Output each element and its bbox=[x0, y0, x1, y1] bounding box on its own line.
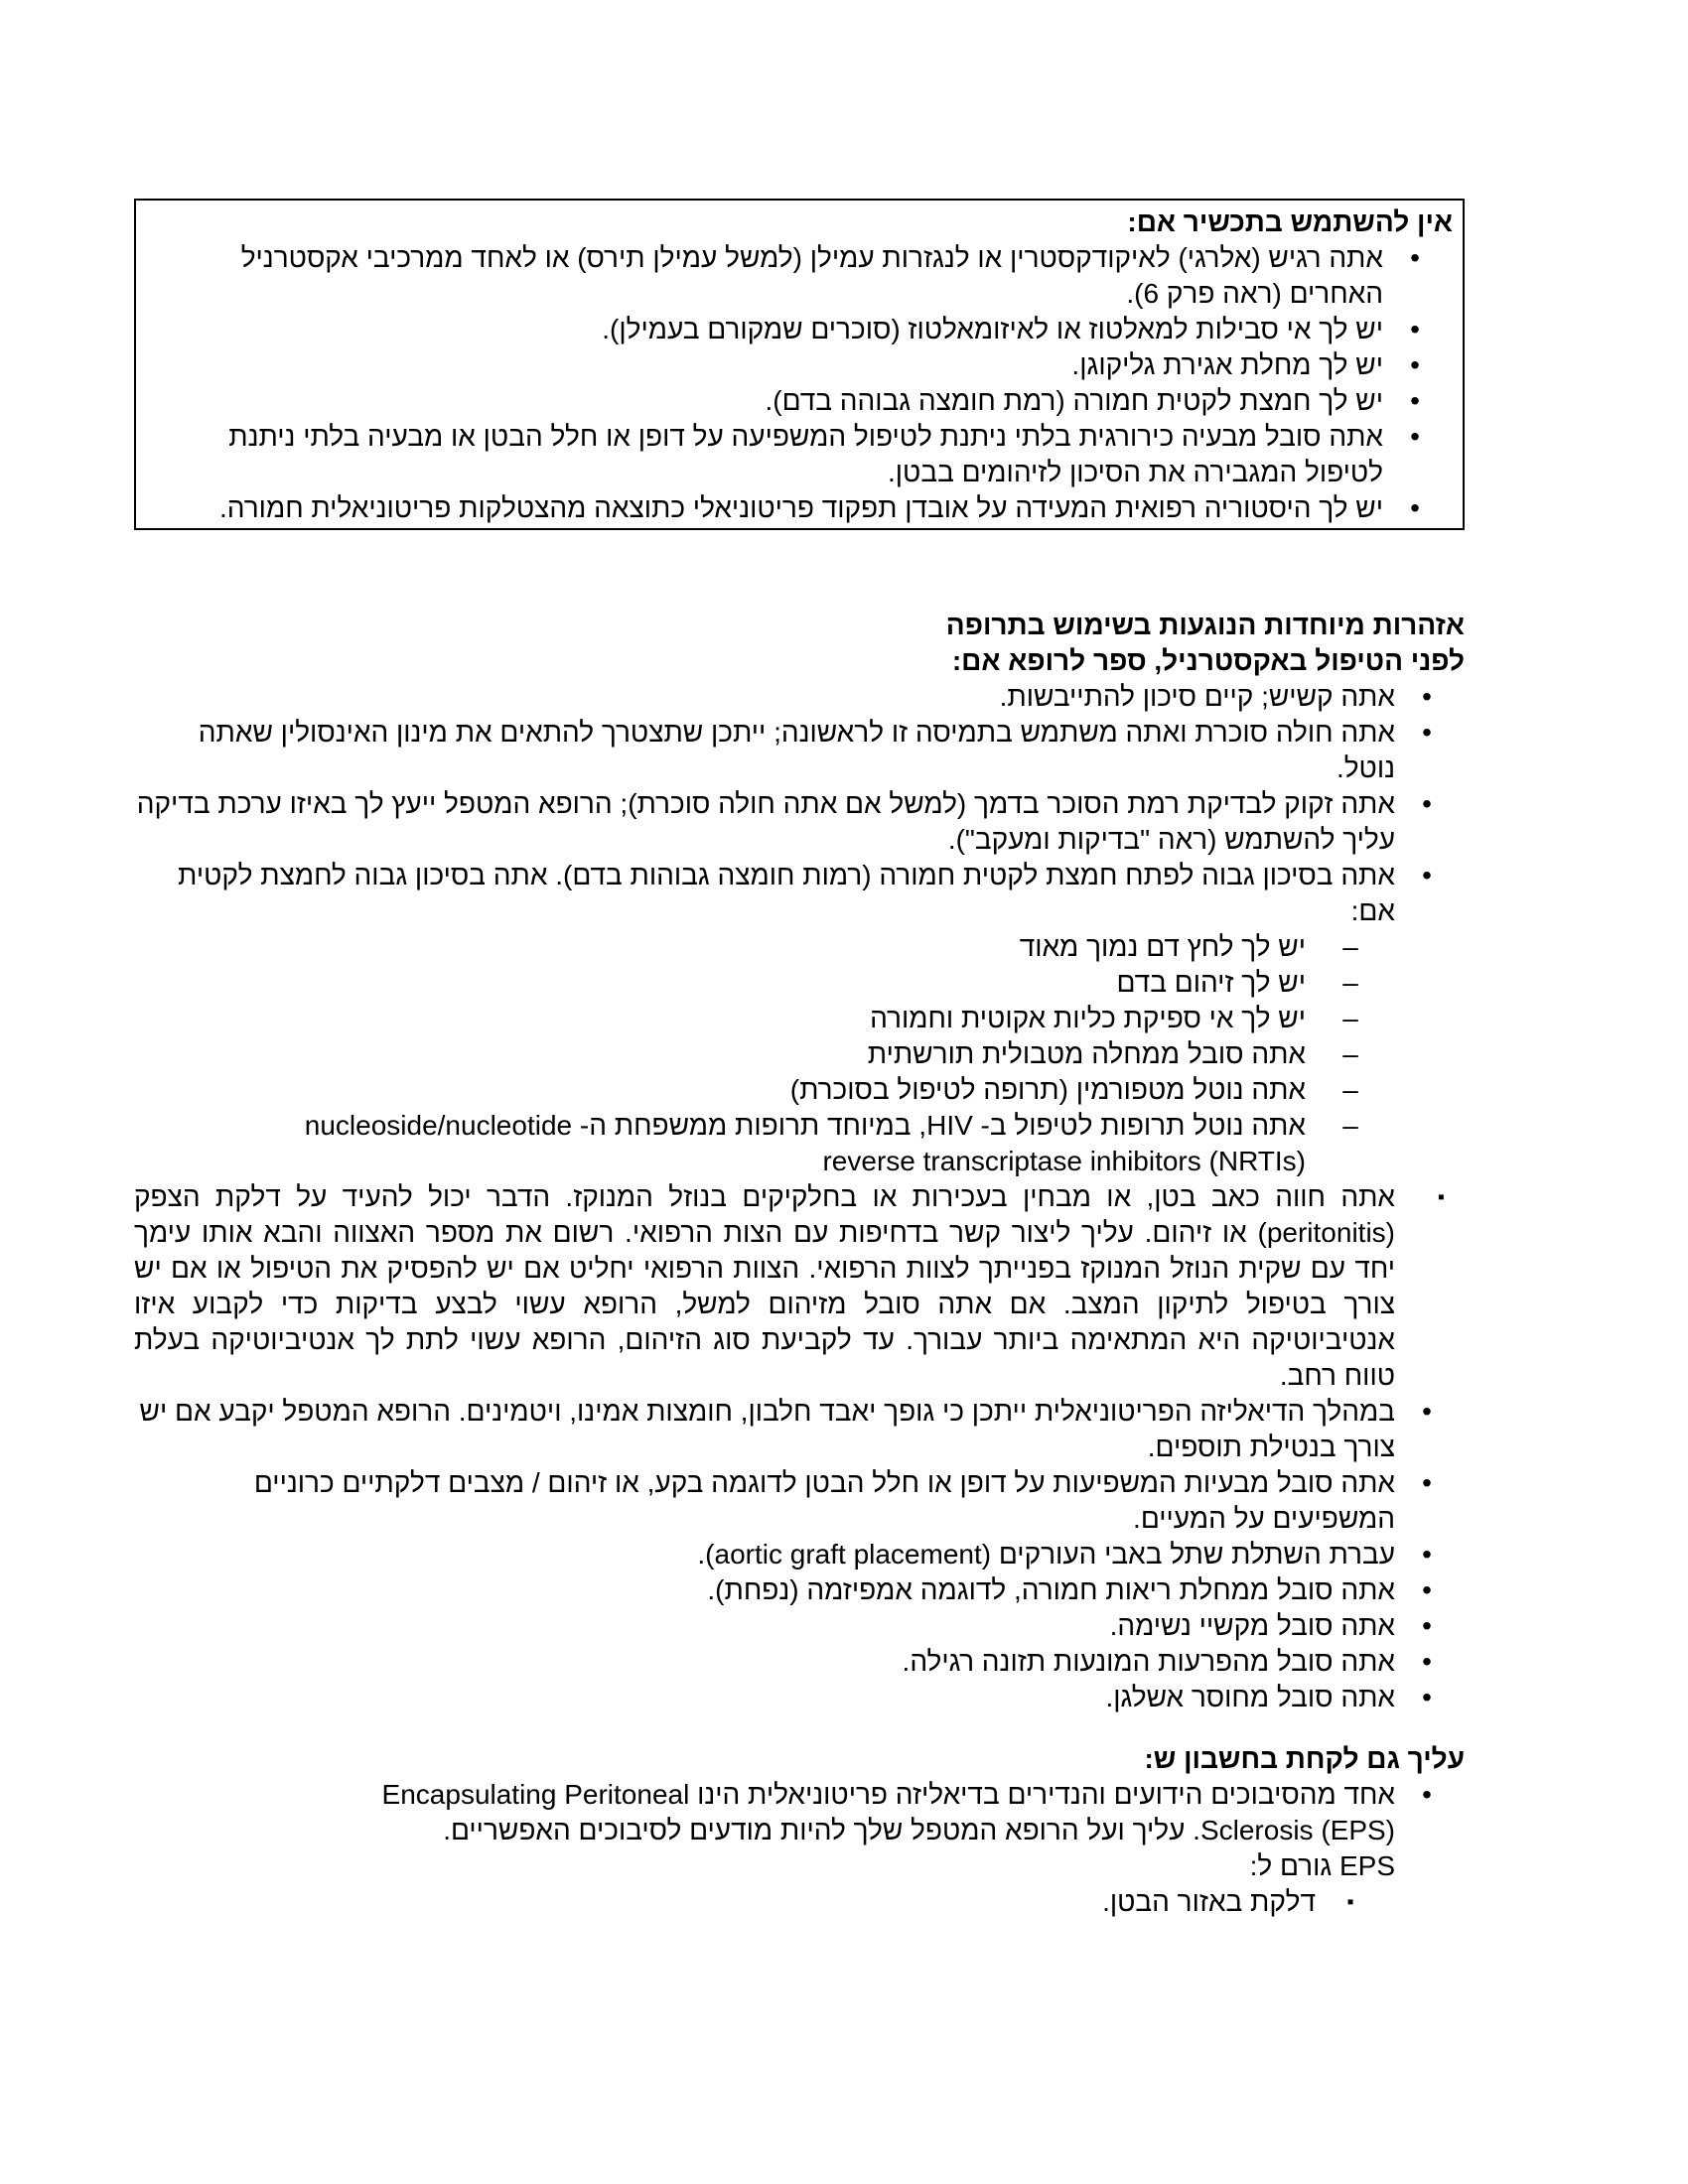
list-item bbox=[134, 1108, 1465, 1179]
list-item-text: אתה זקוק לבדיקת רמת הסוכר בדמך (למשל אם אתה חולה סוכרת); הרופא המטפל ייעץ לך באיזו ערכת בדיקה עליך להשתמש (ראה "בדיקות ומעקב"). bbox=[136, 788, 1395, 855]
bullet-icon: • bbox=[1422, 860, 1432, 890]
dash-icon: – bbox=[1342, 1003, 1358, 1033]
dash-icon: – bbox=[1342, 1074, 1358, 1105]
contraindications-heading: אין להשתמש בתכשיר אם: bbox=[1127, 206, 1453, 237]
list-item bbox=[134, 1036, 1465, 1072]
list-item-text: יש לך אי סבילות למאלטוז או לאיזומאלטוז (סוכרים שמקורם בעמילן). bbox=[602, 314, 1383, 344]
document-page bbox=[134, 199, 1465, 1920]
contraindications-list bbox=[196, 240, 1453, 526]
square-bullet-icon: ▪ bbox=[1437, 1186, 1445, 1208]
list-item bbox=[134, 679, 1465, 715]
consider-heading: עליך גם לקחת בחשבון ש: bbox=[1144, 1743, 1465, 1774]
list-item bbox=[196, 383, 1453, 419]
warnings-heading: אזהרות מיוחדות הנוגעות בשימוש בתרופה bbox=[945, 610, 1465, 640]
bullet-icon: • bbox=[1422, 1574, 1432, 1605]
list-item-text: במהלך הדיאליזה הפריטוניאלית ייתכן כי גופך יאבד חלבון, חומצות אמינו, ויטמינים. הרופא המטפל יקבע אם יש צורך בנטילת תוספים. bbox=[139, 1396, 1395, 1462]
lactic-acidosis-risk-list bbox=[134, 929, 1465, 1179]
consider-list bbox=[134, 1777, 1465, 1884]
list-item-text: אתה רגיש (אלרגי) לאיקודקסטרין או לנגזרות עמילן (למשל עמילן תירס) או לאחד ממרכיבי אקסטרניל האחרים (ראה פרק 6). bbox=[240, 242, 1383, 309]
list-item bbox=[196, 490, 1453, 526]
section-spacer bbox=[134, 1715, 1465, 1741]
dash-icon: – bbox=[1342, 931, 1358, 962]
before-treatment-heading: לפני הטיפול באקסטרניל, ספר לרופא אם: bbox=[951, 645, 1465, 676]
bullet-icon: • bbox=[1422, 681, 1432, 712]
bullet-icon: • bbox=[1422, 717, 1432, 748]
paragraph-text: אתה חווה כאב בטן, או מבחין בעכירות או בחלקיקים בנוזל המנוקז. הדבר יכול להעיד על דלקת הצפק (peritonitis) או זיהום. עליך ליצור קשר בדחיפות עם הצות הרפואי. רשום את מספר האצווה והבא אותו עימך יחד עם שקית הנוזל המנוקז בפנייתך לצוות הרפואי. הצוות הרפואי יחליט אם יש להפסיק את הטיפול או אם יש צורך בטיפול לתיקון המצב. אם אתה סובל מזיהום למשל, הרופא עשוי לבצע בדיקות כדי לקבוע איזו אנטיביוטיקה היא המתאימה ביותר עבורך. עד לקביעת סוג הזיהום, הרופא עשוי לתת לך אנטיביוטיקה בעלת טווח רחב. bbox=[134, 1181, 1395, 1391]
list-item-text: אתה סובל מקשיי נשימה. bbox=[1109, 1610, 1395, 1641]
list-item-text: אחד מהסיבוכים הידועים והנדירים בדיאליזה פריטוניאלית הינו Encapsulating Peritoneal bbox=[381, 1779, 1395, 1810]
bullet-icon: • bbox=[1422, 1779, 1432, 1810]
list-item bbox=[134, 715, 1465, 786]
list-item-text: אתה נוטל תרופות לטיפול ב- HIV, במיוחד תרופות ממשפחת ה- nucleoside/nucleotide bbox=[304, 1110, 1306, 1141]
bullet-icon: • bbox=[1410, 421, 1420, 452]
bullet-icon: • bbox=[1422, 1682, 1432, 1712]
list-item-text: אתה חולה סוכרת ואתה משתמש בתמיסה זו לראשונה; ייתכן שתצטרך להתאים את מינון האינסולין שאתה נוטל. bbox=[198, 717, 1395, 783]
list-item-text: אתה נוטל מטפורמין (תרופה לטיפול בסוכרת) bbox=[789, 1074, 1306, 1105]
list-item bbox=[134, 786, 1465, 858]
bullet-icon: • bbox=[1422, 788, 1432, 819]
list-item-text: אתה סובל מהפרעות המונעות תזונה רגילה. bbox=[902, 1646, 1395, 1677]
bullet-icon: • bbox=[1410, 385, 1420, 416]
list-item-text: אתה סובל ממחלה מטבולית תורשתית bbox=[867, 1038, 1306, 1069]
square-bullet-icon: ▪ bbox=[1346, 1891, 1354, 1913]
list-item-text-continued: reverse transcriptase inhibitors (NRTIs) bbox=[822, 1146, 1306, 1176]
list-item-text-continued: EPS גורם ל: bbox=[1249, 1850, 1395, 1881]
contraindications-box bbox=[134, 199, 1465, 530]
dash-icon: – bbox=[1342, 1110, 1358, 1141]
list-item bbox=[134, 1001, 1465, 1036]
dash-icon: – bbox=[1342, 967, 1358, 998]
list-item-text: אתה סובל מבעיות המשפיעות על דופן או חלל הבטן לדוגמה בקע, או זיהום / מצבים דלקתיים כרוניים המשפיעים על המעיים. bbox=[253, 1467, 1395, 1534]
list-item-text: יש לך זיהום בדם bbox=[1116, 967, 1306, 998]
list-item-text: יש לך מחלת אגירת גליקוגן. bbox=[1071, 349, 1383, 380]
list-item-text: יש לך היסטוריה רפואית המעידה על אובדן תפקוד פריטוניאלי כתוצאה מהצטלקות פריטוניאלית חמורה. bbox=[219, 492, 1383, 523]
list-item-text-continued: Sclerosis (EPS). עליך ועל הרופא המטפל שלך להיות מודעים לסיבוכים האפשריים. bbox=[443, 1815, 1395, 1845]
peritonitis-paragraph bbox=[134, 1179, 1465, 1394]
list-item bbox=[196, 312, 1453, 347]
warnings-list-continued bbox=[134, 1394, 1465, 1715]
list-item bbox=[134, 858, 1465, 929]
list-item-text: יש לך חמצת לקטית חמורה (רמת חומצה גבוהה בדם). bbox=[765, 385, 1383, 416]
list-item bbox=[196, 347, 1453, 383]
bullet-icon: • bbox=[1422, 1646, 1432, 1677]
list-item-text: אתה סובל מבעיה כירורגית בלתי ניתנת לטיפול המשפיעה על דופן או חלל הבטן או מבעיה בלתי ניתנת לטיפול המגבירה את הסיכון לזיהומים בבטן. bbox=[228, 421, 1383, 487]
list-item-text: עברת השתלת שתל באבי העורקים (aortic graft placement). bbox=[697, 1539, 1395, 1570]
list-item bbox=[196, 240, 1453, 312]
warnings-list bbox=[134, 679, 1465, 929]
list-item bbox=[134, 1465, 1465, 1537]
list-item bbox=[134, 1072, 1465, 1108]
bullet-icon: • bbox=[1422, 1467, 1432, 1498]
bullet-icon: • bbox=[1410, 242, 1420, 273]
list-item bbox=[134, 1608, 1465, 1644]
list-item-text: דלקת באזור הבטן. bbox=[1102, 1886, 1316, 1917]
bullet-icon: • bbox=[1410, 314, 1420, 344]
list-item bbox=[196, 419, 1453, 490]
list-item bbox=[134, 1394, 1465, 1465]
bullet-icon: • bbox=[1410, 349, 1420, 380]
list-item bbox=[134, 1777, 1465, 1884]
list-item-text: אתה סובל מחוסר אשלגן. bbox=[1105, 1682, 1395, 1712]
dash-icon: – bbox=[1342, 1038, 1358, 1069]
list-item bbox=[134, 1680, 1465, 1715]
list-item bbox=[134, 1884, 1465, 1920]
list-item-text: אתה בסיכון גבוה לפתח חמצת לקטית חמורה (רמות חומצה גבוהות בדם). אתה בסיכון גבוה לחמצת לקטית אם: bbox=[178, 860, 1395, 926]
bullet-icon: • bbox=[1410, 492, 1420, 523]
list-item-text: יש לך אי ספיקת כליות אקוטית וחמורה bbox=[870, 1003, 1306, 1033]
list-item-text: יש לך לחץ דם נמוך מאוד bbox=[1019, 931, 1306, 962]
list-item bbox=[134, 1537, 1465, 1572]
list-item bbox=[134, 1572, 1465, 1608]
list-item bbox=[134, 929, 1465, 965]
list-item bbox=[134, 965, 1465, 1001]
list-item bbox=[134, 1644, 1465, 1680]
list-item-text: אתה סובל ממחלת ריאות חמורה, לדוגמה אמפיזמה (נפחת). bbox=[707, 1574, 1395, 1605]
bullet-icon: • bbox=[1422, 1539, 1432, 1570]
list-item-text: אתה קשיש; קיים סיכון להתייבשות. bbox=[999, 681, 1395, 712]
bullet-icon: • bbox=[1422, 1610, 1432, 1641]
bullet-icon: • bbox=[1422, 1396, 1432, 1427]
